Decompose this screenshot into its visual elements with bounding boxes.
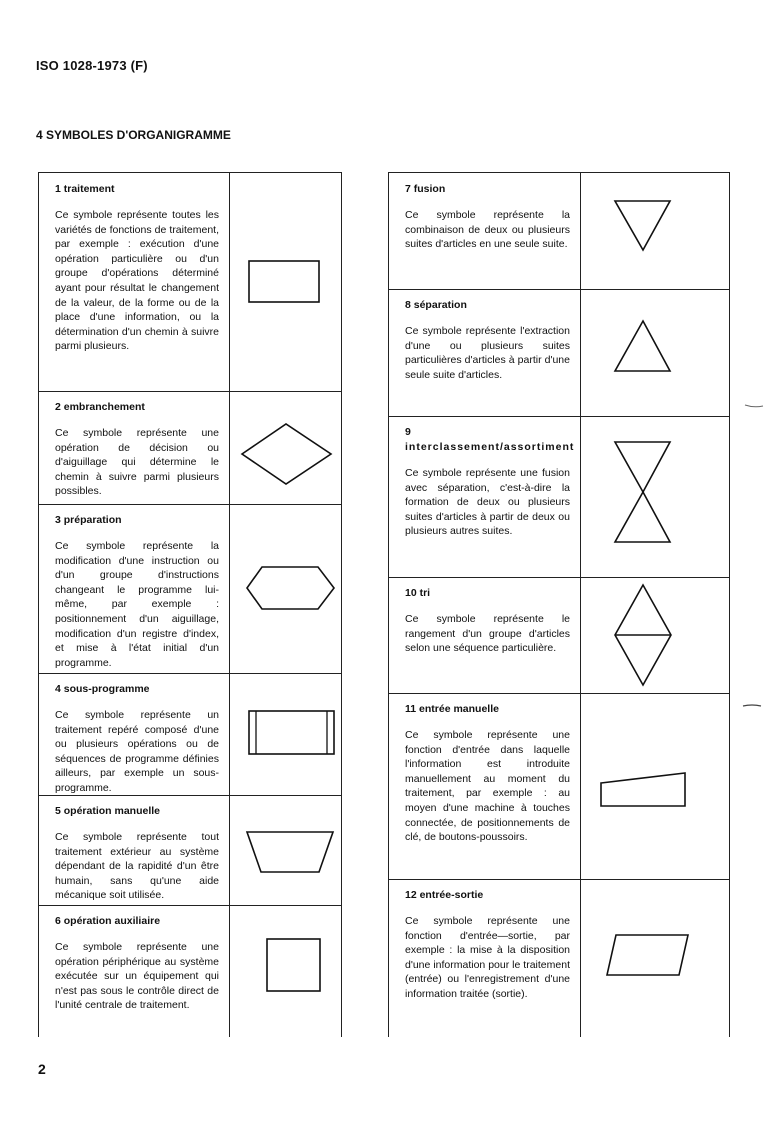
symbol-drawing-cell — [581, 879, 729, 1037]
merge-triangle-symbol — [581, 173, 729, 289]
symbol-row-entree-manuelle — [389, 693, 729, 880]
symbol-title: 7 fusion — [405, 183, 446, 195]
symbol-title: 9 interclassement/assortiment — [405, 426, 575, 453]
symbols-table-right — [388, 172, 730, 1037]
symbol-row-separation — [389, 289, 729, 417]
symbol-text: Ce symbole représente une fonction d'entrée dans laquelle l'information est introduite manuellement au moment du traitement, par exemple : au moyen d'une machine à touches connectée, de positionnements de clé, de boutons-poussoirs. — [405, 729, 570, 844]
margin-mark — [744, 403, 764, 409]
symbol-row-entree-sortie — [389, 879, 729, 1037]
symbol-drawing-cell — [581, 416, 729, 577]
sort-symbol — [581, 577, 729, 693]
symbol-text: Ce symbole représente une opération périphérique au système exécutée sur un équipement qui n'est pas sous le contrôle direct de l'unité centrale de traitement. — [55, 941, 219, 1012]
symbol-row-operation-auxiliaire — [39, 905, 341, 1037]
symbol-description-cell — [389, 289, 580, 416]
symbol-title: 6 opération auxiliaire — [55, 915, 161, 927]
symbol-title: 8 séparation — [405, 299, 467, 311]
symbol-title: 2 embranchement — [55, 401, 145, 413]
symbol-title: 1 traitement — [55, 183, 115, 195]
symbol-drawing-cell — [581, 289, 729, 416]
symbol-description-cell — [39, 391, 229, 504]
input-output-parallelogram-symbol — [581, 879, 729, 1037]
symbol-title: 12 entrée-sortie — [405, 889, 484, 901]
symbol-text: Ce symbole représente tout traitement extérieur au système dépendant de la rapidité d'un être humain, sans qu'une aide mécanique soit utilisée. — [55, 831, 219, 902]
page-number: 2 — [38, 1061, 46, 1077]
process-rectangle-symbol — [230, 173, 341, 391]
symbol-title: 10 tri — [405, 587, 431, 599]
symbol-drawing-cell — [230, 795, 341, 905]
symbol-row-sous-programme — [39, 673, 341, 796]
symbol-row-fusion — [389, 173, 729, 290]
symbol-description-cell — [389, 173, 580, 289]
collate-hourglass-symbol — [581, 416, 729, 577]
section-title: 4 SYMBOLES D'ORGANIGRAMME — [36, 128, 231, 142]
symbol-description-cell — [39, 795, 229, 905]
margin-mark — [742, 703, 762, 709]
symbol-drawing-cell — [581, 693, 729, 879]
symbol-title: 5 opération manuelle — [55, 805, 161, 817]
extract-triangle-symbol — [581, 289, 729, 416]
symbol-row-tri — [389, 577, 729, 694]
symbol-drawing-cell — [230, 173, 341, 391]
symbol-drawing-cell — [230, 391, 341, 504]
symbol-text: Ce symbole représente une fusion avec séparation, c'est-à-dire la formation de deux ou plusieurs suites d'articles à partir de deux ou plusieurs autres suites. — [405, 467, 570, 538]
manual-operation-trapezoid-symbol — [230, 795, 341, 905]
symbol-text: Ce symbole représente la combinaison de deux ou plusieurs suites d'articles en une seule suite. — [405, 209, 570, 251]
symbol-drawing-cell — [230, 673, 341, 795]
symbol-text: Ce symbole représente le rangement d'un groupe d'articles selon une séquence particulière. — [405, 613, 570, 655]
symbol-description-cell — [389, 879, 580, 1037]
symbols-table-left — [38, 172, 342, 1037]
symbol-description-cell — [39, 905, 229, 1037]
subroutine-symbol — [230, 673, 341, 795]
preparation-hexagon-symbol — [230, 504, 341, 673]
symbol-row-interclassement — [389, 416, 729, 578]
symbol-title: 11 entrée manuelle — [405, 703, 499, 715]
manual-input-symbol — [581, 693, 729, 879]
auxiliary-operation-square-symbol — [230, 905, 341, 1037]
symbol-text: Ce symbole représente l'extraction d'une ou plusieurs suites particulières d'articles à partir d'une seule suite d'articles. — [405, 325, 570, 381]
symbol-description-cell — [389, 416, 580, 577]
symbol-title: 3 préparation — [55, 514, 122, 526]
decision-diamond-symbol — [230, 391, 341, 504]
symbol-text: Ce symbole représente une fonction d'entrée—sortie, par exemple : la mise à la disposition d'une information pour le traitement (entrée) ou l'enregistrement d'une information traitée (sortie). — [405, 915, 570, 1000]
symbol-row-traitement — [39, 173, 341, 392]
symbol-drawing-cell — [581, 577, 729, 693]
symbol-description-cell — [389, 693, 580, 879]
symbol-text: Ce symbole représente un traitement repéré composé d'une ou plusieurs opérations ou de séquences de programme définies ailleurs, par exemple un sous-programme. — [55, 709, 219, 794]
symbol-text: Ce symbole représente toutes les variétés de fonctions de traitement, par exemple : exécution d'une opération particulière ou d'un groupe d'opérations déterminé ayant pour résultat le changement de la valeur, de la forme ou de la place d'une information, ou la détermination d'un chemin à suivre parmi plusieurs. — [55, 209, 219, 353]
symbol-text: Ce symbole représente une opération de décision ou d'aiguillage qui détermine le chemin à suivre parmi plusieurs possibles. — [55, 427, 219, 498]
symbol-description-cell — [39, 673, 229, 795]
symbol-row-preparation — [39, 504, 341, 674]
symbol-description-cell — [389, 577, 580, 693]
symbol-row-embranchement — [39, 391, 341, 505]
symbol-drawing-cell — [230, 905, 341, 1037]
symbol-drawing-cell — [581, 173, 729, 289]
symbol-text: Ce symbole représente la modification d'une instruction ou d'un groupe d'instructions changeant le programme lui-même, par exemple : positionnement d'un aiguillage, modification d'un registre d'index, et mise à l'état initial d'un programme. — [55, 540, 219, 669]
symbol-description-cell — [39, 173, 229, 391]
symbol-drawing-cell — [230, 504, 341, 673]
symbol-title: 4 sous-programme — [55, 683, 150, 695]
symbol-row-operation-manuelle — [39, 795, 341, 906]
document-header: ISO 1028-1973 (F) — [36, 58, 148, 73]
symbol-description-cell — [39, 504, 229, 673]
